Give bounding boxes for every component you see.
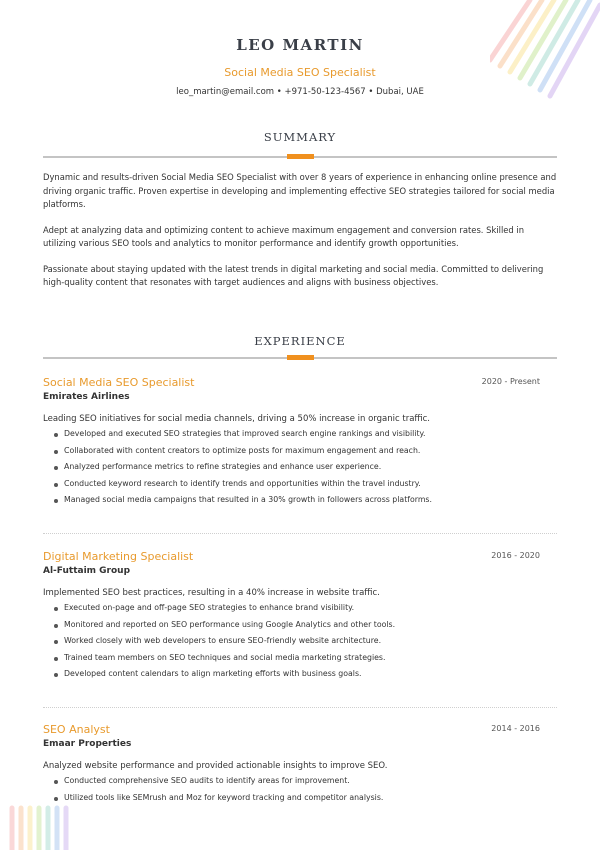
job-dates: 2020 - Present xyxy=(481,377,540,386)
achievement-item: Utilized tools like SEMrush and Moz for keyword tracking and competitor analysis. xyxy=(43,790,557,807)
job-summary: Analyzed website performance and provided actionable insights to improve SEO. xyxy=(43,761,388,771)
achievement-list xyxy=(43,773,557,806)
summary-body xyxy=(43,171,557,302)
resume-header xyxy=(0,36,600,97)
achievement-item: Conducted keyword research to identify trends and opportunities within the travel industry. xyxy=(43,476,557,493)
achievement-item: Collaborated with content creators to optimize posts for maximum engagement and reach. xyxy=(43,443,557,460)
experience-entry xyxy=(43,723,557,806)
section-divider-accent xyxy=(287,355,314,360)
entry-separator xyxy=(43,707,557,708)
achievement-item: Monitored and reported on SEO performance using Google Analytics and other tools. xyxy=(43,617,557,634)
achievement-item: Worked closely with web developers to ensure SEO-friendly website architecture. xyxy=(43,633,557,650)
achievement-item: Developed and executed SEO strategies that improved search engine rankings and visibility. xyxy=(43,426,557,443)
achievement-list xyxy=(43,426,557,509)
achievement-item: Executed on-page and off-page SEO strategies to enhance brand visibility. xyxy=(43,600,557,617)
job-summary: Implemented SEO best practices, resulting in a 40% increase in website traffic. xyxy=(43,588,380,598)
achievement-item: Developed content calendars to align marketing efforts with business goals. xyxy=(43,666,557,683)
job-title: SEO Analyst xyxy=(43,723,110,736)
achievement-item: Trained team members on SEO techniques and social media marketing strategies. xyxy=(43,650,557,667)
summary-paragraph: Passionate about staying updated with the latest trends in digital marketing and social media. Committed to delivering high-quality content that resonates with target audiences and aligns with business objectives. xyxy=(43,263,544,287)
job-title: Digital Marketing Specialist xyxy=(43,550,194,563)
achievement-item: Managed social media campaigns that resulted in a 30% growth in followers across platforms. xyxy=(43,492,557,509)
summary-paragraph: Adept at analyzing data and optimizing content to achieve maximum engagement and conversion rates. Skilled in utilizing various SEO tools and analytics to monitor performance and identify growth opportunities. xyxy=(43,224,525,248)
company-name: Al-Futtaim Group xyxy=(43,566,131,576)
summary-paragraph: Dynamic and results-driven Social Media SEO Specialist with over 8 years of experience in enhancing online presence and driving organic traffic. Proven expertise in developing and implementing effective SEO strategies tailored for social media platforms. xyxy=(43,172,557,209)
job-dates: 2016 - 2020 xyxy=(491,551,540,560)
company-name: Emaar Properties xyxy=(43,739,132,749)
section-divider-accent xyxy=(287,154,314,159)
summary-heading: SUMMARY xyxy=(263,130,337,144)
experience-entry xyxy=(43,376,557,509)
entry-separator xyxy=(43,533,557,534)
candidate-name: LEO MARTIN xyxy=(236,36,364,54)
candidate-title: Social Media SEO Specialist xyxy=(224,66,376,79)
rainbow-bars-decoration xyxy=(0,800,90,850)
company-name: Emirates Airlines xyxy=(43,392,130,402)
job-summary: Leading SEO initiatives for social media channels, driving a 50% increase in organic traffic. xyxy=(43,414,431,424)
achievement-item: Conducted comprehensive SEO audits to identify areas for improvement. xyxy=(43,773,557,790)
job-title: Social Media SEO Specialist xyxy=(43,376,195,389)
achievement-list xyxy=(43,600,557,683)
experience-heading: EXPERIENCE xyxy=(254,334,346,348)
experience-entry xyxy=(43,550,557,683)
achievement-item: Analyzed performance metrics to refine strategies and enhance user experience. xyxy=(43,459,557,476)
contact-line: leo_martin@email.com • +971-50-123-4567 • Dubai, UAE xyxy=(176,87,424,97)
job-dates: 2014 - 2016 xyxy=(491,724,540,733)
